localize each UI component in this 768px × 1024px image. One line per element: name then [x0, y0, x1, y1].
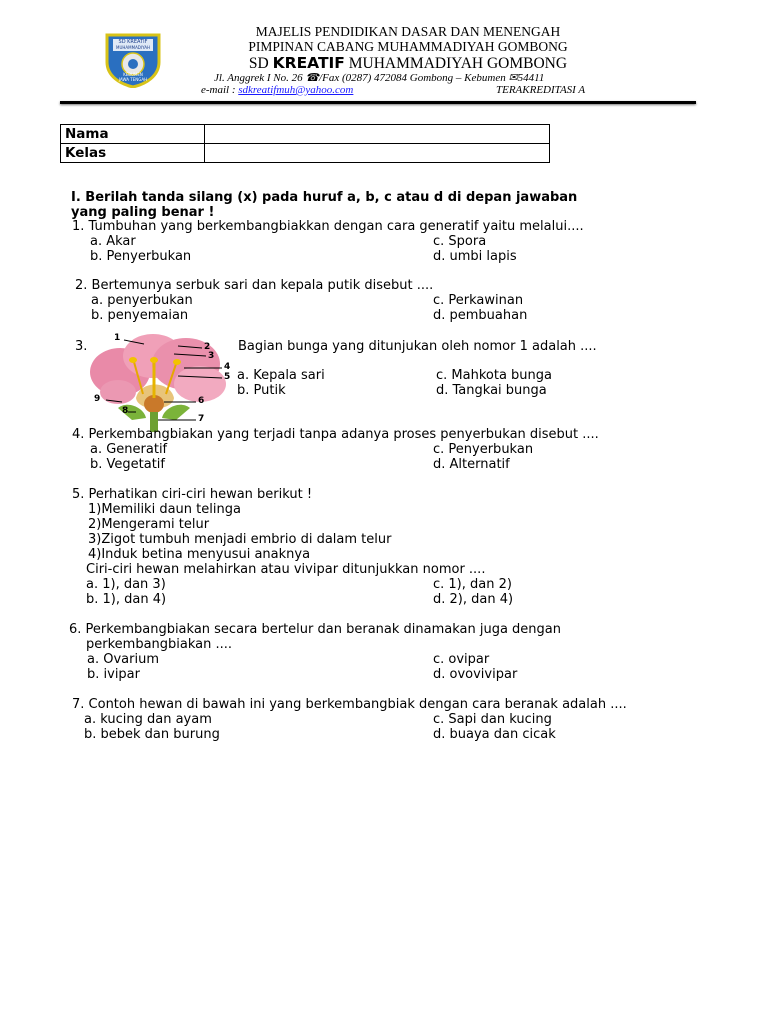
kelas-label: Kelas — [61, 144, 205, 163]
q4-option-a[interactable]: a. Generatif — [90, 442, 168, 457]
q3-option-b[interactable]: b. Putik — [237, 383, 286, 398]
instruction-line-1: I. Berilah tanda silang (x) pada huruf a, b, c atau d di depan jawaban — [71, 190, 578, 205]
q4-option-b[interactable]: b. Vegetatif — [90, 457, 165, 472]
q3-option-d[interactable]: d. Tangkai bunga — [436, 383, 547, 398]
email-label: e-mail : — [201, 84, 236, 96]
flower-label-1: 1 — [114, 333, 121, 343]
flower-label-7: 7 — [198, 414, 205, 424]
school-kreatif: KREATIF — [272, 54, 345, 72]
email-link[interactable]: sdkreatifmuh@yahoo.com — [238, 84, 354, 96]
flower-label-3: 3 — [208, 351, 215, 361]
q5-option-c[interactable]: c. 1), dan 2) — [433, 577, 512, 592]
logo-text-4: JAWA TENGAH — [118, 77, 148, 82]
logo-text-1: SD KREATIF — [118, 39, 148, 45]
q5-item-4: 4)Induk betina menyusui anaknya — [88, 547, 311, 562]
q5-stem: 5. Perhatikan ciri-ciri hewan berikut ! — [72, 487, 313, 502]
logo-text-2: MUHAMMADIYAH — [116, 45, 150, 50]
header-email-line — [201, 84, 353, 96]
table-row — [61, 144, 550, 163]
q2-option-a[interactable]: a. penyerbukan — [91, 293, 193, 308]
q6-option-b[interactable]: b. ivipar — [87, 667, 140, 682]
q7-option-b[interactable]: b. bebek dan burung — [84, 727, 220, 742]
accreditation: TERAKREDITASI A — [496, 84, 586, 96]
flower-label-9: 9 — [94, 394, 101, 404]
school-suffix: MUHAMMADIYAH GOMBONG — [348, 55, 568, 72]
q2-option-c[interactable]: c. Perkawinan — [433, 293, 524, 308]
q1-stem: 1. Tumbuhan yang berkembangbiakkan dengan cara generatif yaitu melalui.... — [72, 219, 584, 234]
q4-option-c[interactable]: c. Penyerbukan — [433, 442, 534, 457]
school-prefix: SD — [248, 55, 269, 72]
flower-label-5: 5 — [224, 372, 231, 382]
nama-label: Nama — [61, 125, 205, 144]
q1-option-d[interactable]: d. umbi lapis — [433, 249, 517, 264]
q6-option-a[interactable]: a. Ovarium — [87, 652, 159, 667]
q3-option-a[interactable]: a. Kepala sari — [237, 368, 325, 383]
header-address: Jl. Anggrek I No. 26 ☎/Fax (0287) 472084 Gombong – Kebumen ✉54411 — [214, 72, 545, 84]
q4-stem: 4. Perkembangbiakan yang terjadi tanpa adanya proses penyerbukan disebut .... — [72, 427, 599, 442]
flower-diagram — [88, 332, 240, 432]
header-line-2: PIMPINAN CABANG MUHAMMADIYAH GOMBONG — [248, 39, 568, 54]
q5-option-d[interactable]: d. 2), dan 4) — [433, 592, 514, 607]
q7-option-d[interactable]: d. buaya dan cicak — [433, 727, 556, 742]
q7-option-a[interactable]: a. kucing dan ayam — [84, 712, 212, 727]
q5-item-1: 1)Memiliki daun telinga — [88, 502, 241, 517]
logo-text-3: KEBUMEN — [123, 72, 143, 77]
q4-option-d[interactable]: d. Alternatif — [433, 457, 510, 472]
flower-label-8: 8 — [122, 406, 129, 416]
q7-stem: 7. Contoh hewan di bawah ini yang berkembangbiak dengan cara beranak adalah .... — [72, 697, 627, 712]
q1-option-b[interactable]: b. Penyerbukan — [90, 249, 192, 264]
q5-item-2: 2)Mengerami telur — [88, 517, 210, 532]
q2-option-b[interactable]: b. penyemaian — [91, 308, 189, 323]
q6-option-c[interactable]: c. ovipar — [433, 652, 490, 667]
q5-option-b[interactable]: b. 1), dan 4) — [86, 592, 167, 607]
flower-label-2: 2 — [204, 342, 211, 352]
nama-field[interactable] — [205, 125, 550, 144]
q1-option-a[interactable]: a. Akar — [90, 234, 136, 249]
kelas-field[interactable] — [205, 144, 550, 163]
table-row — [61, 125, 550, 144]
q1-option-c[interactable]: c. Spora — [433, 234, 487, 249]
instruction-line-2: yang paling benar ! — [71, 205, 215, 220]
q6-stem-1: 6. Perkembangbiakan secara bertelur dan beranak dinamakan juga dengan — [69, 622, 562, 637]
q5-item-3: 3)Zigot tumbuh menjadi embrio di dalam telur — [88, 532, 392, 547]
identity-table — [60, 124, 550, 163]
q5-option-a[interactable]: a. 1), dan 3) — [86, 577, 166, 592]
header-divider — [60, 101, 696, 104]
q7-option-c[interactable]: c. Sapi dan kucing — [433, 712, 552, 727]
flower-label-6: 6 — [198, 396, 205, 406]
flower-label-4: 4 — [224, 362, 231, 372]
header-line-1: MAJELIS PENDIDIKAN DASAR DAN MENENGAH — [255, 24, 561, 39]
q3-option-c[interactable]: c. Mahkota bunga — [436, 368, 552, 383]
q2-option-d[interactable]: d. pembuahan — [433, 308, 528, 323]
q6-option-d[interactable]: d. ovovivipar — [433, 667, 518, 682]
q3-number: 3. — [75, 339, 88, 354]
q3-stem: Bagian bunga yang ditunjukan oleh nomor 1 adalah .... — [238, 339, 597, 354]
q5-question: Ciri-ciri hewan melahirkan atau vivipar ditunjukkan nomor .... — [86, 562, 486, 577]
q2-stem: 2. Bertemunya serbuk sari dan kepala putik disebut .... — [75, 278, 434, 293]
q6-stem-2: perkembangbiakan .... — [86, 637, 233, 652]
